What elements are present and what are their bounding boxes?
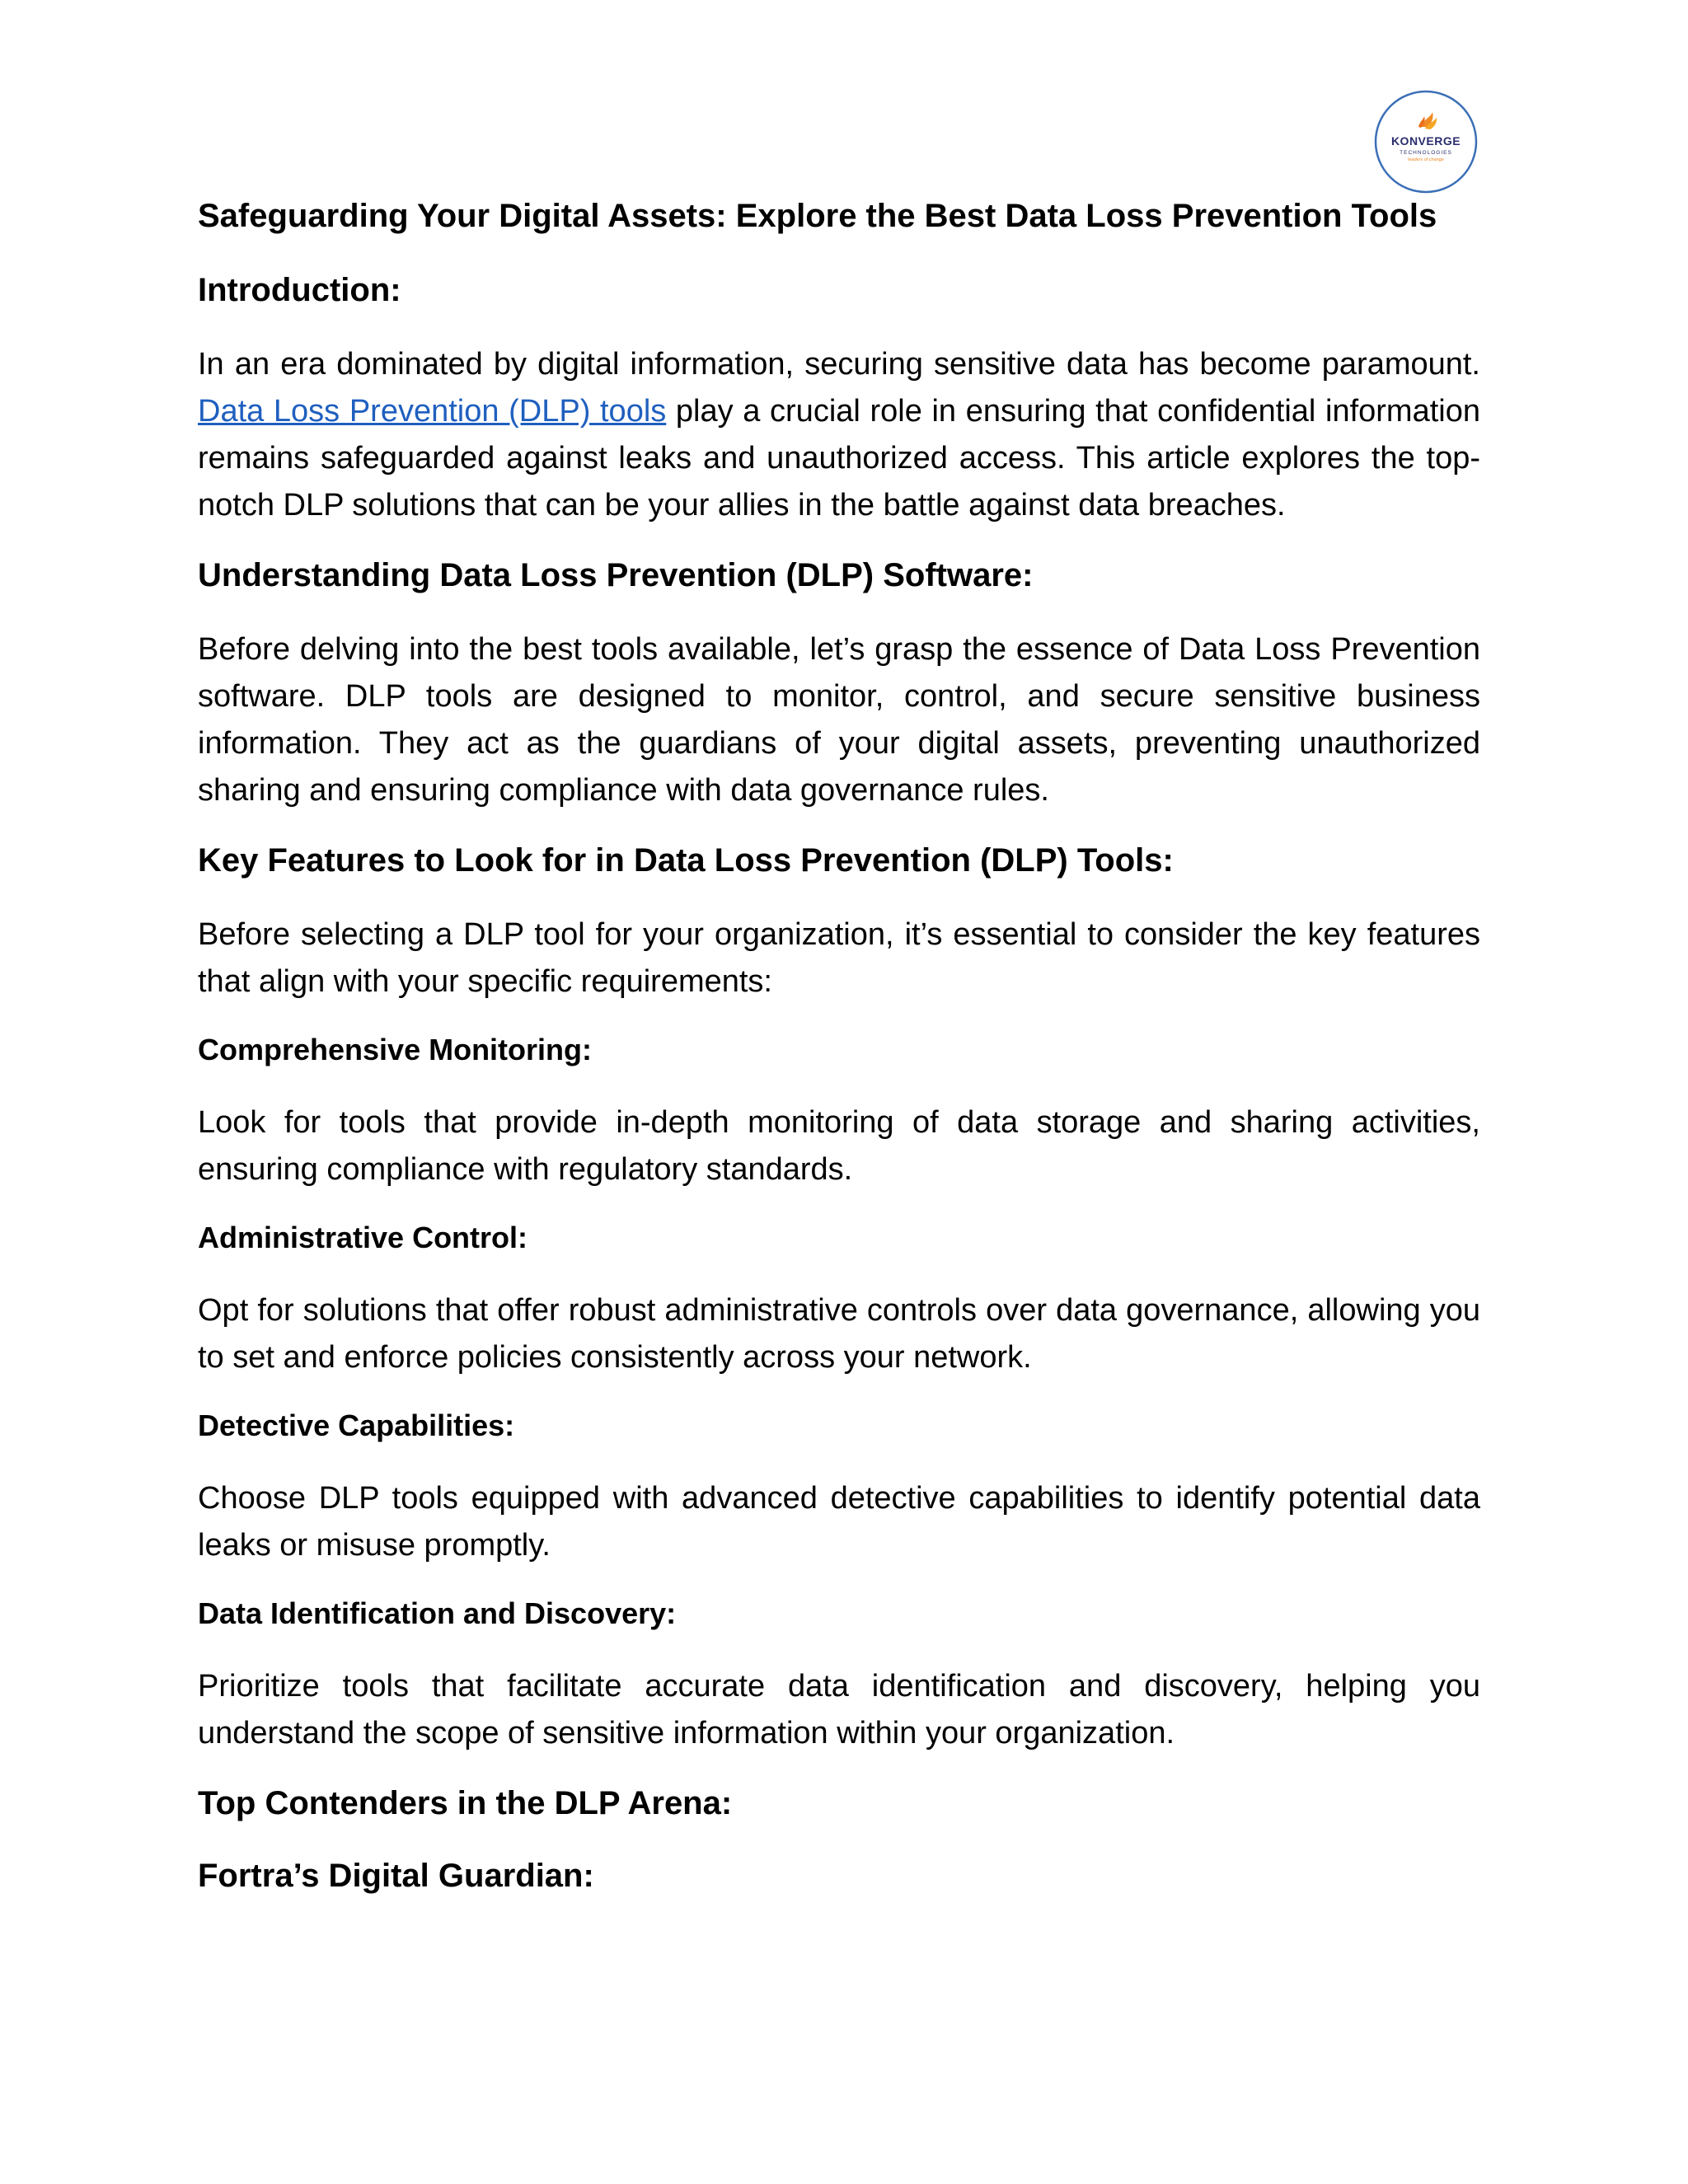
feature-text-identification: Prioritize tools that facilitate accurate data identification and discovery, helping you understand the scope of sensitive information within your organization. [198,1669,1480,1750]
document-body [198,194,1480,1927]
introduction-paragraph [198,341,1480,529]
feature-heading-administrative: Administrative Control: [198,1221,528,1254]
understanding-paragraph: Before delving into the best tools available, let’s grasp the essence of Data Loss Prevention software. DLP tools are designed to monitor, control, and secure sensitive business information. They act as the guardians of your digital assets, preventing unauthorized sharing and ensuring compliance with data governance rules. [198,632,1480,808]
konverge-logo [1373,89,1479,194]
logo-subtitle: TECHNOLOGIES [1400,150,1452,156]
introduction-heading: Introduction: [198,272,401,308]
document-title: Safeguarding Your Digital Assets: Explore the Best Data Loss Prevention Tools [198,198,1437,234]
logo-brand: KONVERGE [1390,134,1461,148]
key-features-paragraph: Before selecting a DLP tool for your organization, it’s essential to consider the key features that align with your specific requirements: [198,917,1480,999]
feature-heading-monitoring: Comprehensive Monitoring: [198,1033,593,1066]
digital-guardian-heading: Fortra’s Digital Guardian: [198,1858,594,1894]
logo-tagline: leaders of change [1408,157,1444,162]
understanding-heading: Understanding Data Loss Prevention (DLP) Software: [198,557,1034,593]
introduction-text-end: play a crucial role in ensuring that confidential information remains safeguarded against leaks and unauthorized access. This article explores the top-notch DLP solutions that can be your allies in the battle against data breaches. [198,394,1480,523]
feature-heading-detective: Detective Capabilities: [198,1408,515,1442]
feature-text-detective: Choose DLP tools equipped with advanced detective capabilities to identify potential data leaks or misuse promptly. [198,1481,1480,1563]
dlp-tools-link[interactable]: Data Loss Prevention (DLP) tools [198,394,667,429]
feature-text-monitoring: Look for tools that provide in-depth monitoring of data storage and sharing activities, ensuring compliance with regulatory standards. [198,1105,1480,1187]
feature-heading-identification: Data Identification and Discovery: [198,1596,677,1630]
top-contenders-heading: Top Contenders in the DLP Arena: [198,1785,733,1821]
feature-text-administrative: Opt for solutions that offer robust administrative controls over data governance, allowing you to set and enforce policies consistently across your network. [198,1293,1480,1375]
key-features-heading: Key Features to Look for in Data Loss Prevention (DLP) Tools: [198,842,1174,879]
introduction-text-start: In an era dominated by digital information, securing sensitive data has become paramount. [198,347,1480,382]
